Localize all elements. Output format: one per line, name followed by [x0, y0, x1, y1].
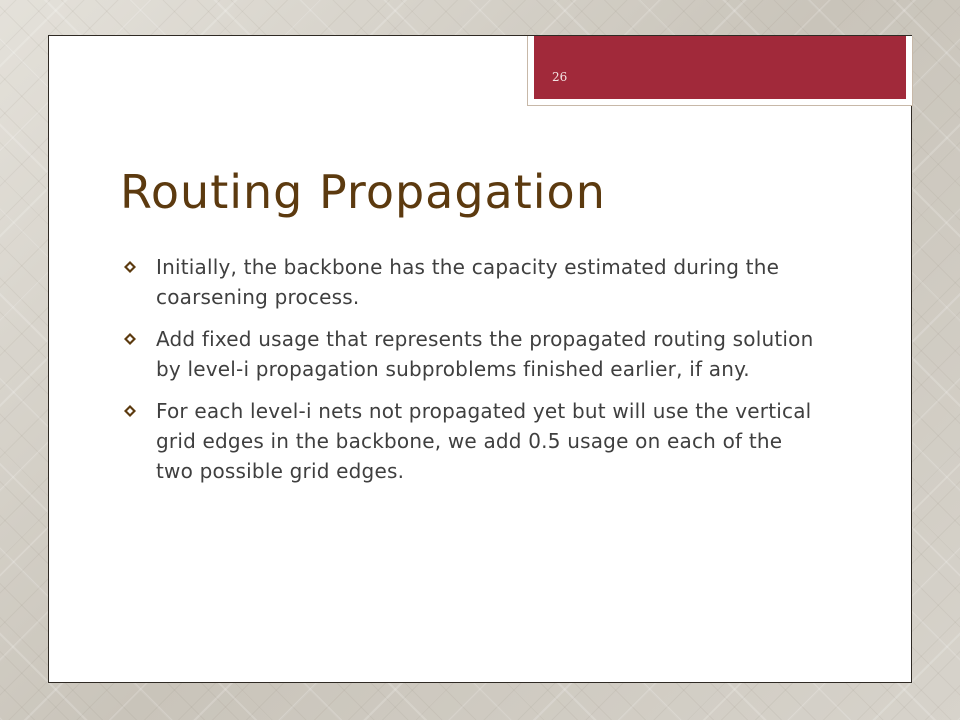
bullet-text: Add fixed usage that represents the propagated routing solution by level-i propagation subproblems finished earlier, if any. [156, 327, 814, 381]
bullet-item [120, 324, 820, 384]
bullet-text: For each level-i nets not propagated yet but will use the vertical grid edges in the backbone, we add 0.5 usage on each of the two possible grid edges. [156, 399, 812, 483]
slide-number: 26 [552, 70, 568, 84]
diamond-bullet-icon [124, 405, 136, 417]
bullet-item [120, 252, 820, 312]
slide-number-banner [534, 36, 906, 99]
bullet-text: Initially, the backbone has the capacity estimated during the coarsening process. [156, 255, 780, 309]
slide-number-tab [527, 36, 913, 106]
slide-title: Routing Propagation [120, 165, 606, 219]
diamond-bullet-icon [124, 261, 136, 273]
bullet-item [120, 396, 820, 486]
diamond-bullet-icon [124, 333, 136, 345]
bullet-list [120, 252, 820, 498]
